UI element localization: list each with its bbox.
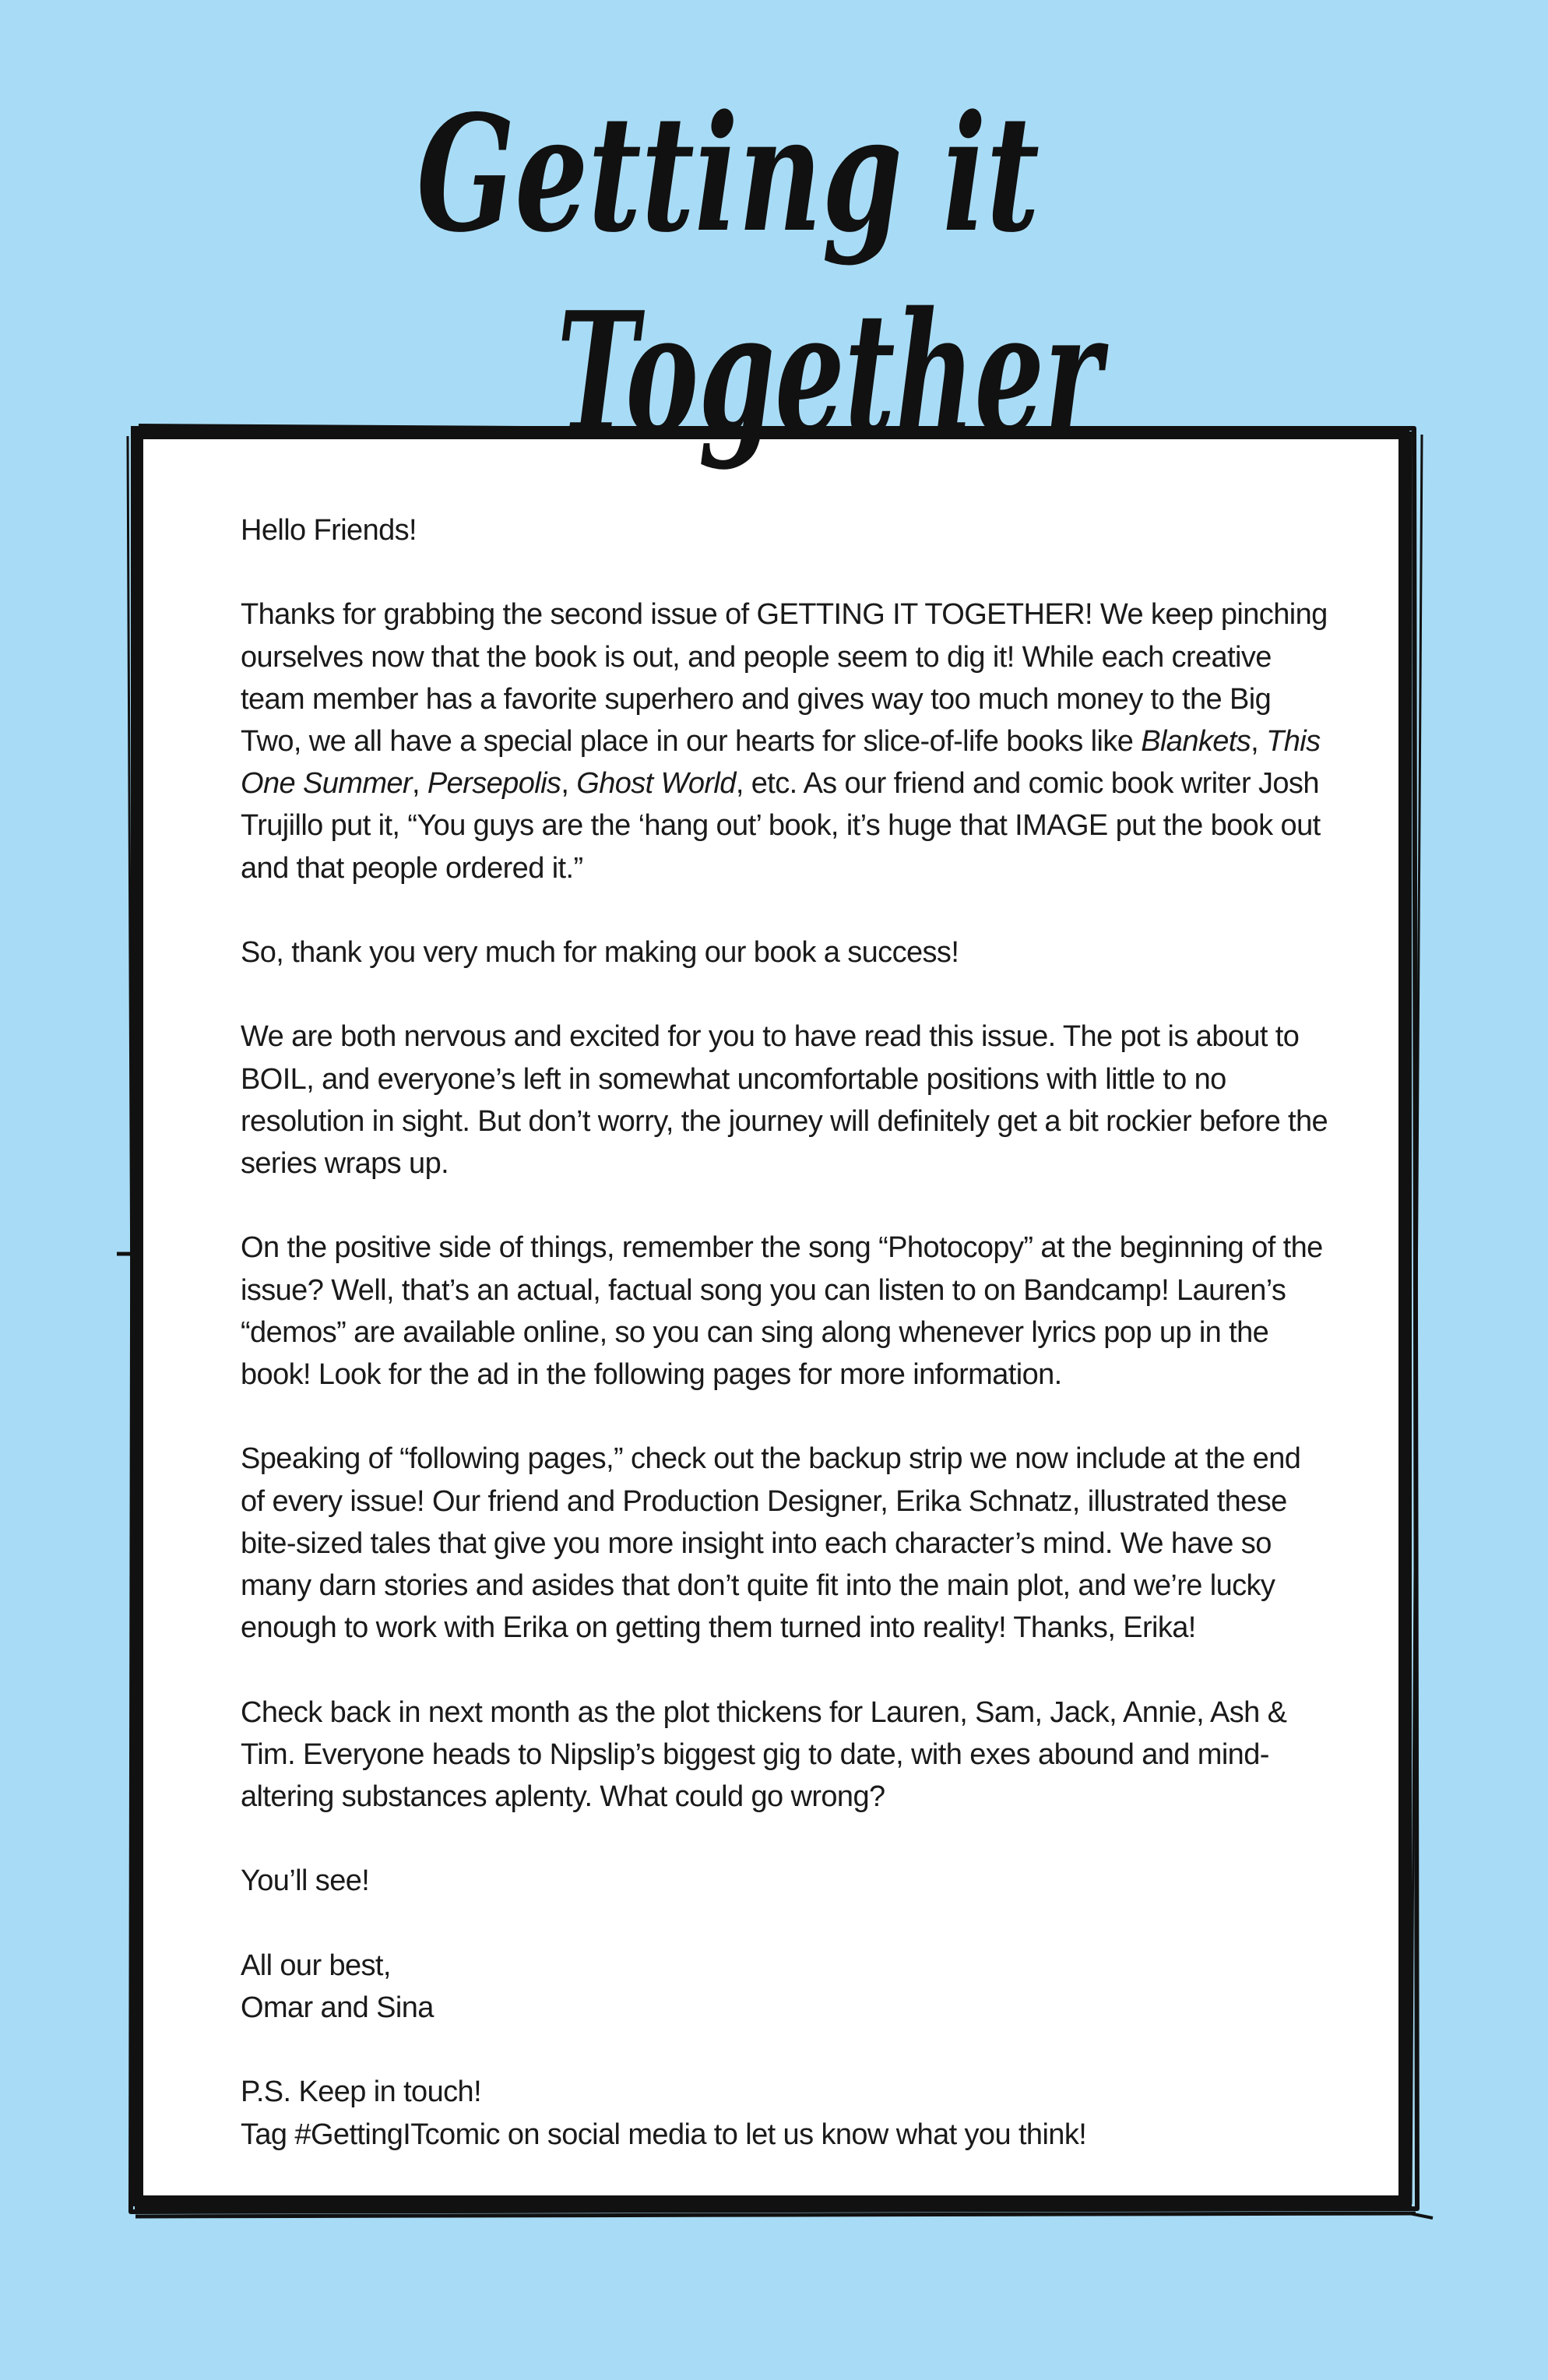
title-blankets: Blankets <box>1141 725 1251 758</box>
letter-closing: All our best, <box>241 1949 391 1982</box>
letter-body <box>241 509 1331 2156</box>
letter-paragraph-4: On the positive side of things, remember the song “Photocopy” at the beginning of the issue? Well, that’s an actual, factual song you can listen to on Bandcamp! Lauren’s “demos” are available online, so you can sing along whenever lyrics pop up in the book! Look for the ad in the following pages for more information. <box>241 1231 1323 1391</box>
title-ghost-world: Ghost World <box>576 767 736 801</box>
letter-greeting: Hello Friends! <box>241 514 417 547</box>
letter-paragraph-6: Check back in next month as the plot thickens for Lauren, Sam, Jack, Annie, Ash & Tim. Everyone heads to Nipslip’s biggest gig to date, with exes abound and mind-altering substances aplenty. What could go wrong? <box>241 1695 1287 1813</box>
letter-paragraph-7: You’ll see! <box>241 1864 370 1898</box>
letter-panel <box>132 428 1409 2206</box>
letter-postscript: P.S. Keep in touch! <box>241 2075 482 2109</box>
letter-hashtag: Tag #GettingITcomic on social media to let us know what you think! <box>241 2118 1087 2151</box>
letter-paragraph-1: Thanks for grabbing the second issue of GETTING IT TOGETHER! We keep pinching ourselves now that the book is out, and people seem to dig it! While each creative team member has a favorite superhero and gives way too much money to the Big Two, we all have a special place in our hearts for slice-of-life books like Blankets, This One Summer, Persepolis, Ghost World, etc. As our friend and comic book writer Josh Trujillo put it, “You guys are the ‘hang out’ book, it’s huge that IMAGE put the book out and that people ordered it.” <box>241 598 1328 885</box>
title-logo <box>405 47 1121 514</box>
title-persepolis: Persepolis <box>427 767 561 801</box>
letter-paragraph-3: We are both nervous and excited for you to have read this issue. The pot is about to BOIL, and everyone’s left in somewhat uncomfortable positions with little to no resolution in sight. But don’t worry, the journey will definitely get a bit rockier before the series wraps up. <box>241 1020 1328 1180</box>
title-line-1: Getting it <box>417 81 1040 268</box>
letter-paragraph-2: So, thank you very much for making our book a success! <box>241 936 959 969</box>
title-this-one-summer: This One Summer <box>241 725 1321 801</box>
letter-signature: Omar and Sina <box>241 1991 434 2024</box>
letter-paragraph-5: Speaking of “following pages,” check out the backup strip we now include at the end of every issue! Our friend and Production Designer, Erika Schnatz, illustrated these bite-sized tales that give you more insight into each character’s mind. We have so many darn stories and asides that don’t quite fit into the main plot, and we’re lucky enough to work with Erika on getting them turned into reality! Thanks, Erika! <box>241 1442 1301 1645</box>
title-line-2: Together <box>557 275 1109 472</box>
